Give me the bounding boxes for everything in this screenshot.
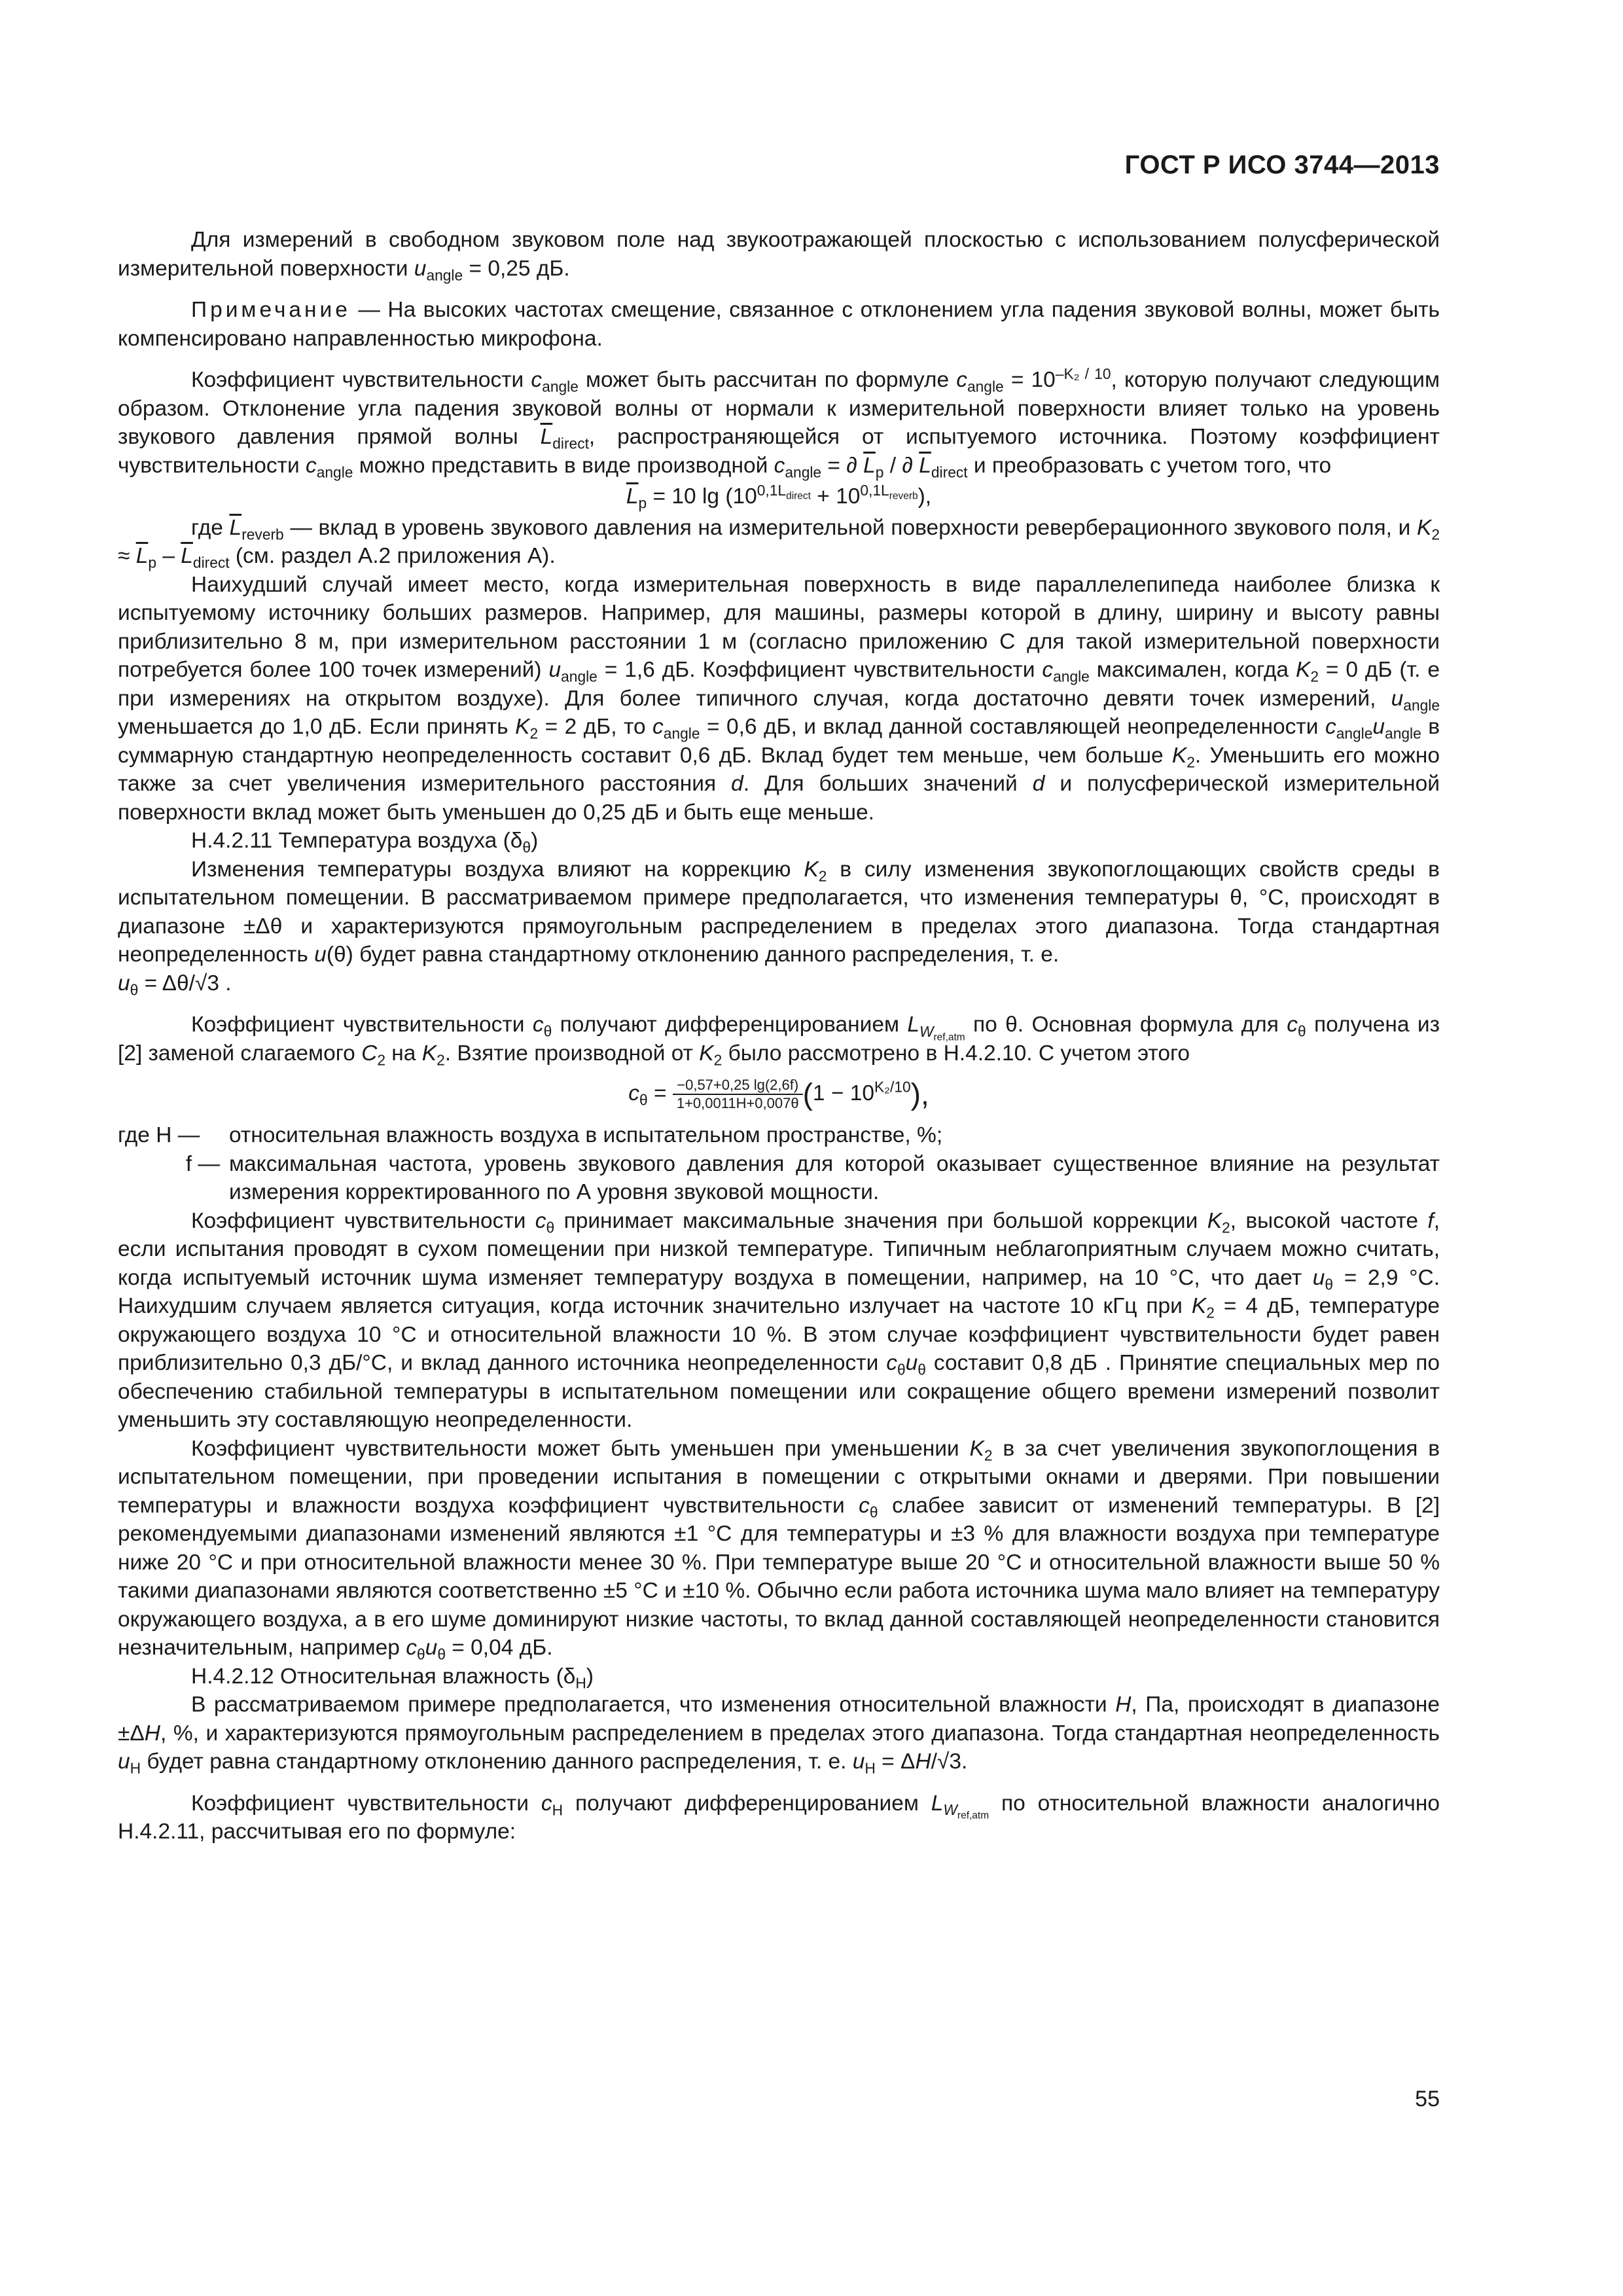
page-number: 55 bbox=[1415, 2087, 1440, 2111]
paragraph: где $\overline{L}_{reverb}$ — вклад в уровень звукового давления на измерительной поверхности реверберационного звукового поля, и $K_2 \approx \overline{L}_p - \overline{L}_{direct}$ (см. раздел А.2 приложения А). bbox=[118, 515, 1440, 571]
paragraph: Коэффициент чувствительности может быть уменьшен при уменьшении $K_2$ в за счет увеличения звукопоглощения в испытательном помещении, при проведении испытания в помещении с открытыми окнами и дверями. При повышении температуры и влажности воздуха коэффициент чувствительности $c_\theta$ слабее зависит от изменений температуры. В [2] рекомендуемыми диапазонами изменений являются ±1 °C для температуры и ±3 % для влажности воздуха при температуре ниже 20 °C и при относительной влажности менее 30 %. При температуре выше 20 °C и относительной влажности выше 50 % такими диапазонами являются соответственно ±5 °C и ±10 %. Обычно если работа источника шума мало влияет на температуру окружающего воздуха, а в его шуме доминируют низкие частоты, то вклад данной составляющей неопределенности становится незначительным, например $c_\theta u_\theta = 0,04$ дБ. bbox=[118, 1436, 1440, 1663]
definition-row: где H — относительная влажность воздуха в испытательном пространстве, %; bbox=[118, 1123, 943, 1147]
document-body bbox=[118, 226, 1440, 1846]
note-label: Примечание bbox=[191, 298, 351, 322]
paragraph: Коэффициент чувствительности $c_\theta$ принимает максимальные значения при большой коррекции $K_2$, высокой частоте f, если испытания проводят в сухом помещении при низкой температуре. Типичным неблагоприятным случаем можно считать, когда испытуемый источник шума изменяет температуру воздуха в помещении, например, на 10 °C, что дает $u_\theta = 2,9$ °C. Наихудшим случаем является ситуация, когда источник значительно излучает на частоте 10 кГц при $K_2 = 4$ дБ, температуре окружающего воздуха 10 °C и относительной влажности 10 %. В этом случае коэффициент чувствительности будет равен приблизительно 0,3 дБ/°C, и вклад данного источника неопределенности $c_\theta u_\theta$ составит 0,8 дБ . Принятие специальных мер по обеспечению стабильной температуры в испытательном помещении или сокращение общего времени измерений позволит уменьшить эту составляющую неопределенности. bbox=[118, 1208, 1440, 1432]
paragraph: Изменения температуры воздуха влияют на коррекцию $K_2$ в силу изменения звукопоглощающих свойств среды в испытательном помещении. В рассматриваемом примере предполагается, что изменения температуры θ, °C, происходят в диапазоне ±Δθ и характеризуются прямоугольным распределением в пределах этого диапазона. Тогда стандартная неопределенность u(θ) будет равна стандартному отклонению данного распределения, т. е. bbox=[118, 857, 1440, 967]
definition-row: f — максимальная частота, уровень звукового давления для которой оказывает существенное влияние на результат измерения корректированного по А уровня звуковой мощности. bbox=[185, 1151, 1440, 1204]
formula-lp: $\overline{L}_p = 10$ $\lg (10^{0,1L_{direct}} + 10^{0,1L_{reverb}})$, bbox=[626, 481, 932, 512]
paragraph: Коэффициент чувствительности $c_\theta$ получают дифференцированием $L_{W_{ref,atm}}$ по θ. Основная формула для $c_\theta$ получена из [2] заменой слагаемого $C_2$ на $K_2$. Взятие производной от $K_2$ было рассмотрено в Н.4.2.10. С учетом этого bbox=[118, 1013, 1440, 1069]
page-header: ГОСТ Р ИСО 3744—2013 bbox=[1124, 151, 1440, 179]
section-heading: Н.4.2.12 Относительная влажность $(\delta_H)$ bbox=[191, 1664, 594, 1692]
formula-c-theta: $c_\theta$ = $\frac{-0,57+0,25 \lg(2,6f)}{1+0,0011H+0,007\theta}$ $(1 - 10^{K_2/10})$, bbox=[628, 1077, 929, 1111]
fraction: $\frac{-0,57+0,25 \lg(2,6f)}{1+0,0011H+0,007\theta}$ bbox=[673, 1077, 803, 1112]
paragraph: Коэффициент чувствительности $c_{angle}$ может быть рассчитан по формуле $c_{angle} = 10^{-K_2 / 10}$, которую получают следующим образом. Отклонение угла падения звуковой волны от нормали к измерительной поверхности влияет только на уровень звукового давления прямой волны $\overline{L}_{direct}$, распространяющейся от испытуемого источника. Поэтому коэффициент чувствительности $c_{angle}$ можно представить в виде производной $c_{angle}$ = ∂ $\overline{L}_p$ / ∂ $\overline{L}_{direct}$ и преобразовать с учетом того, что bbox=[118, 365, 1440, 481]
paragraph: Наихудший случай имеет место, когда измерительная поверхность в виде параллелепипеда наиболее близка к испытуемому источнику больших размеров. Например, для машины, размеры которой в длину, ширину и высоту равны приблизительно 8 м, при измерительном расстоянии 1 м (согласно приложению C для такой измерительной поверхности потребуется более 100 точек измерений) $u_{angle} = 1,6$ дБ. Коэффициент чувствительности $c_{angle}$ максимален, когда $K_2 = 0$ дБ (т. е при измерениях на открытом воздухе). Для более типичного случая, когда достаточно девяти точек измерений, $u_{angle}$ уменьшается до 1,0 дБ. Если принять $K_2 = 2$ дБ, то $c_{angle} = 0,6$ дБ, и вклад данной составляющей неопределенности $c_{angle}u_{angle}$ в суммарную стандартную неопределенность составит 0,6 дБ. Вклад будет тем меньше, чем больше $K_2$. Уменьшить его можно также за счет увеличения измерительного расстояния d. Для больших значений d и полусферической измерительной поверхности вклад может быть уменьшен до 0,25 дБ и быть еще меньше. bbox=[118, 572, 1440, 825]
paragraph: Для измерений в свободном звуковом поле над звукоотражающей плоскостью с использованием полусферической измерительной поверхности $u_{angle} = 0,25$ дБ. bbox=[118, 228, 1440, 284]
paragraph: В рассматриваемом примере предполагается, что изменения относительной влажности H, Па, происходят в диапазоне ±ΔH, %, и характеризуются прямоугольным распределением в пределах этого диапазона. Тогда стандартная неопределенность $u_H$ будет равна стандартному отклонению данного распределения, т. е. $u_H = \Delta H/√3$. bbox=[118, 1693, 1440, 1777]
formula-u-theta: $u_\theta = \Delta\theta/√3$ . bbox=[118, 971, 232, 999]
section-heading: Н.4.2.11 Температура воздуха $(\delta_\theta)$ bbox=[191, 829, 539, 856]
paragraph: Коэффициент чувствительности $c_H$ получают дифференцированием $L_{W_{ref,atm}}$ по относительной влажности аналогично Н.4.2.11, рассчитывая его по формуле: bbox=[118, 1791, 1440, 1844]
note: Примечание — На высоких частотах смещение, связанное с отклонением угла падения звуковой волны, может быть компенсировано направленностью микрофона. bbox=[118, 298, 1440, 351]
